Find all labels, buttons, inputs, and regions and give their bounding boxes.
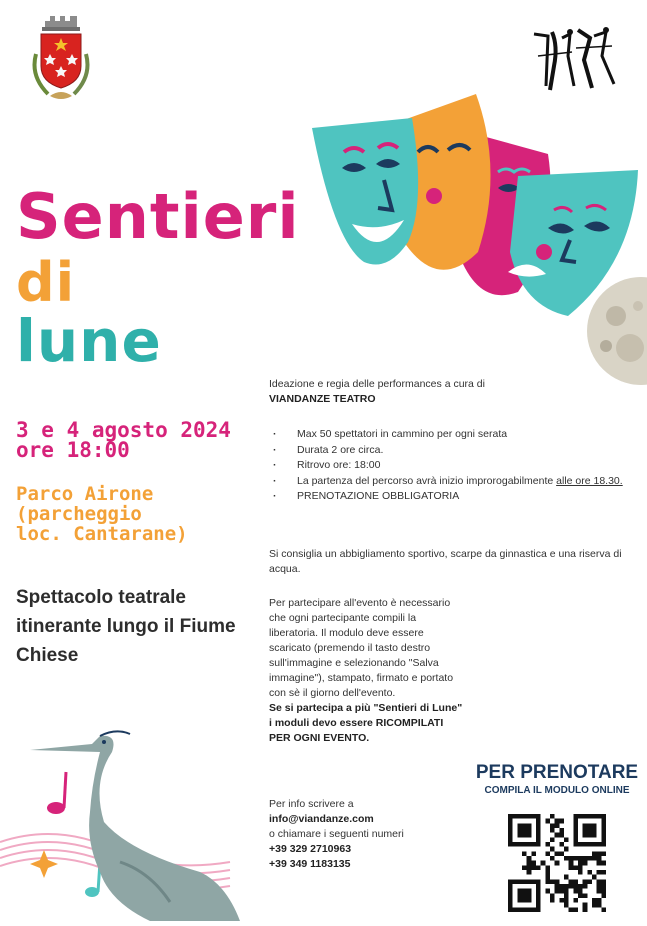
advice-text: Si consiglia un abbigliamento sportivo, scarpe da ginnastica e una riserva di acqua. (269, 548, 622, 575)
place-name: Parco Airone (16, 483, 154, 505)
contacts-block (269, 797, 479, 872)
participation-note: Se si partecipa a più "Sentieri di Lune" i moduli devo essere RICOMPILATI PER OGNI EVENTO. (269, 702, 463, 744)
date-days: 3 e 4 agosto 2024 (16, 418, 231, 442)
list-item: · Durata 2 ore circa. (270, 443, 642, 459)
list-item (270, 474, 642, 490)
participation-block (269, 596, 465, 746)
list-item: · Ritrovo ore: 18:00 (270, 458, 642, 474)
contact-phone-1[interactable]: +39 329 2710963 (269, 843, 352, 855)
coat-of-arms-logo (28, 14, 94, 106)
ideazione-block (269, 377, 629, 407)
list-item: · PRENOTAZIONE OBBLIGATORIA (270, 489, 642, 505)
date-time: ore 18:00 (16, 438, 130, 462)
qr-code[interactable] (508, 814, 606, 912)
info-list (270, 427, 642, 505)
contact-email[interactable]: info@viandanze.com (269, 813, 374, 825)
start-time-text: La partenza del percorso avrà inizio improrogabilmente (297, 474, 557, 487)
company-name: VIANDANZE TEATRO (269, 393, 376, 405)
title-lune: lune (16, 307, 162, 375)
list-item: · Max 50 spettatori in cammino per ogni serata (270, 427, 642, 443)
ideazione-text: Ideazione e regia delle performances a cura di (269, 378, 485, 390)
booking-block (468, 762, 646, 798)
contacts-intro: Per info scrivere a (269, 798, 354, 810)
booking-title: PER PRENOTARE (475, 762, 639, 783)
start-time-underlined: alle ore 18.30. (556, 474, 623, 487)
booking-subtitle: COMPILA IL MODULO ONLINE (484, 785, 630, 796)
moon-image (586, 276, 647, 386)
participation-text: Per partecipare all'evento è necessario che ogni partecipante compili la liberatoria. Il modulo deve essere scaricato (premendo il tasto destro sull'immagine e selezionando "Salva immagine"), stampato, firmato e portato con sè il giorno dell'evento. (269, 597, 454, 699)
event-place (16, 484, 188, 544)
show-description: Spettacolo teatrale itinerante lungo il Fiume Chiese (16, 587, 236, 666)
place-parking: (parcheggio (16, 503, 142, 525)
place-locality: loc. Cantarane) (16, 523, 188, 545)
contacts-phone-intro: o chiamare i seguenti numeri (269, 828, 404, 840)
event-date (16, 420, 231, 460)
title-sentieri: Sentieri (16, 180, 300, 253)
dancers-logo (528, 26, 620, 96)
title-di: di (16, 251, 76, 314)
heron-illustration (0, 722, 240, 921)
contact-phone-2[interactable]: +39 349 1183135 (269, 858, 351, 870)
